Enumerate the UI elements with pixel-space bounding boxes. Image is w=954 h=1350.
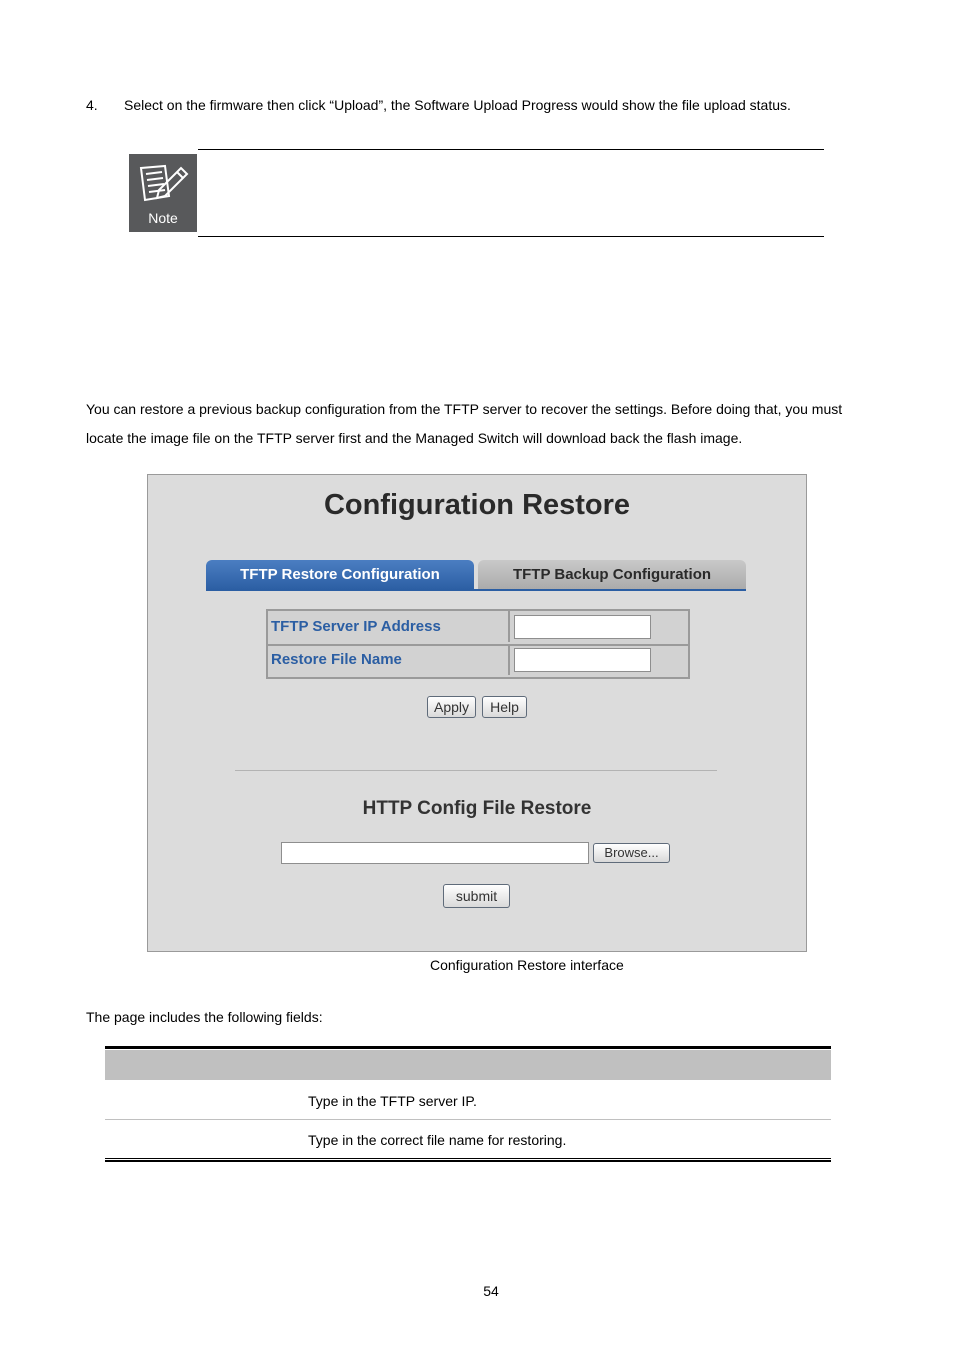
- form-row-file-name: [268, 644, 688, 677]
- configuration-restore-screenshot: [147, 474, 807, 952]
- page-number: 54: [483, 1283, 499, 1299]
- tftp-restore-form: [266, 609, 690, 679]
- note-icon-label: Note: [148, 210, 178, 226]
- http-config-restore-title: HTTP Config File Restore: [362, 798, 592, 819]
- apply-button[interactable]: Apply: [427, 696, 476, 718]
- row-description: Type in the correct file name for restoring.: [308, 1132, 567, 1148]
- form-row-server-ip: [268, 611, 688, 646]
- intro-line-2: locate the image file on the TFTP server first and the Managed Switch will download back the flash image.: [86, 430, 743, 446]
- table-header: [105, 1050, 831, 1080]
- restore-file-name-label: Restore File Name: [268, 644, 510, 675]
- table-row: [105, 1081, 831, 1120]
- note-top-rule: [198, 149, 824, 150]
- submit-button[interactable]: submit: [443, 884, 510, 908]
- tab-tftp-backup[interactable]: TFTP Backup Configuration: [478, 560, 746, 590]
- restore-file-name-input[interactable]: [514, 648, 651, 672]
- tab-tftp-restore[interactable]: TFTP Restore Configuration: [206, 560, 474, 590]
- table-row: [105, 1120, 831, 1158]
- tftp-server-ip-input[interactable]: [514, 615, 651, 639]
- figure-caption: Configuration Restore interface: [430, 957, 624, 973]
- tftp-server-ip-label: TFTP Server IP Address: [268, 611, 510, 642]
- note-icon: [129, 154, 197, 232]
- step-number: 4.: [86, 97, 98, 113]
- config-file-input[interactable]: [281, 842, 589, 864]
- intro-line-1: You can restore a previous backup configuration from the TFTP server to recover the settings. Before doing that, you must: [86, 401, 843, 417]
- browse-button[interactable]: Browse...: [593, 843, 670, 863]
- help-button[interactable]: Help: [482, 696, 527, 718]
- section-separator: [235, 770, 717, 771]
- note-bottom-rule: [198, 236, 824, 237]
- table-top-rule: [105, 1046, 831, 1049]
- tab-underline: [206, 589, 746, 591]
- row-description: Type in the TFTP server IP.: [308, 1093, 477, 1109]
- screenshot-title: Configuration Restore: [323, 489, 631, 521]
- step-text: Select on the firmware then click “Upload”, the Software Upload Progress would show the file upload status.: [124, 97, 791, 113]
- fields-intro: The page includes the following fields:: [86, 1009, 323, 1025]
- table-bottom-rule: [105, 1158, 831, 1162]
